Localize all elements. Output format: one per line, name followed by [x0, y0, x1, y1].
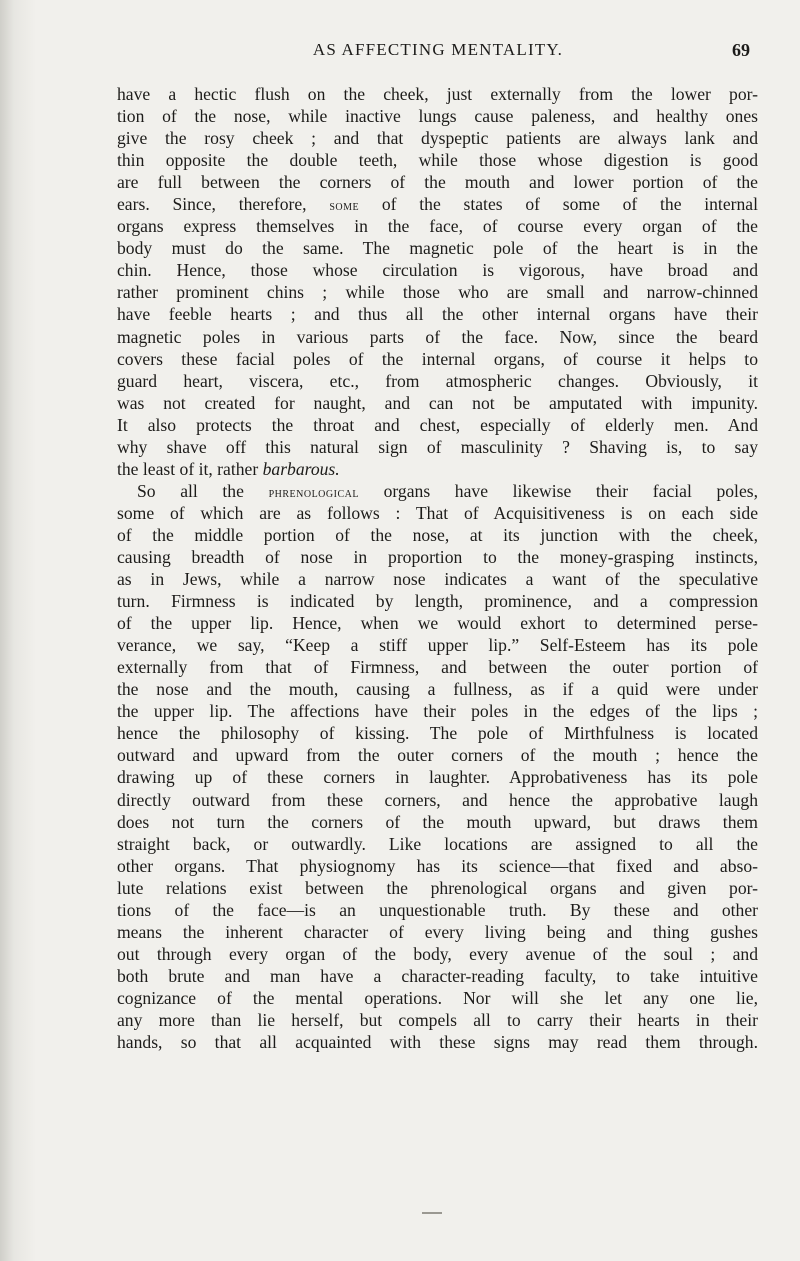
text-line: out through every organ of the body, every avenue of the soul ; and: [117, 943, 758, 964]
running-head: AS AFFECTING MENTALITY.: [312, 40, 564, 59]
text-line: as in Jews, while a narrow nose indicates a want of the speculative: [117, 569, 758, 590]
text-line: covers these facial poles of the internal organs, of course it helps to: [117, 348, 758, 369]
text-segment: ears. Since, therefore,: [117, 194, 307, 215]
page-number: 69: [732, 40, 750, 60]
text-line: drawing up of these corners in laughter. Approbativeness has its pole: [117, 767, 758, 788]
text-line: was not created for naught, and can not be amputated with impunity.: [117, 392, 758, 413]
text-segment: organs have likewise their facial poles,: [383, 480, 758, 501]
text-line: means the inherent character of every living being and thing gushes: [117, 921, 758, 942]
text-line: are full between the corners of the mouth and lower portion of the: [117, 172, 758, 193]
text-line: It also protects the throat and chest, especially of elderly men. And: [117, 414, 758, 435]
text-segment: So all the: [137, 480, 244, 501]
text-line: rather prominent chins ; while those who are small and narrow-chinned: [117, 282, 758, 303]
text-line: some of which are as follows : That of Acquisitiveness is on each side: [117, 502, 758, 523]
text-line: hands, so that all acquainted with these signs may read them through.: [117, 1032, 758, 1053]
text-line: the upper lip. The affections have their poles in the edges of the lips ;: [117, 701, 758, 722]
text-line: organs express themselves in the face, of course every organ of the: [117, 216, 758, 237]
text-line: other organs. That physiognomy has its science—that fixed and abso-: [117, 855, 758, 876]
text-line: both brute and man have a character-reading faculty, to take intuitive: [117, 965, 758, 986]
text-segment: of the states of some of the internal: [381, 194, 758, 215]
text-line: tion of the nose, while inactive lungs cause paleness, and healthy ones: [117, 106, 758, 127]
text-line: [117, 458, 758, 480]
page-body: [117, 83, 758, 1075]
text-line: straight back, or outwardly. Like locations are assigned to all the: [117, 833, 758, 854]
text-line: have feeble hearts ; and thus all the other internal organs have their: [117, 304, 758, 325]
text-line: [117, 480, 758, 502]
text-line: of the middle portion of the nose, at its junction with the cheek,: [117, 524, 758, 545]
text-line: give the rosy cheek ; and that dyspeptic patients are always lank and: [117, 128, 758, 149]
text-line: verance, we say, “Keep a stiff upper lip.” Self-Esteem has its pole: [117, 635, 758, 656]
text-line: chin. Hence, those whose circulation is vigorous, have broad and: [117, 260, 758, 281]
small-caps-word: some: [329, 198, 360, 215]
text-line: tions of the face—is an unquestionable truth. By these and other: [117, 899, 758, 920]
text-line: lute relations exist between the phrenological organs and given por-: [117, 877, 758, 898]
small-caps-word: phrenological: [268, 484, 359, 501]
text-line: cognizance of the mental operations. Nor will she let any one lie,: [117, 987, 758, 1008]
text-line: [117, 1053, 758, 1075]
italic-word: barbarous.: [262, 458, 340, 479]
text-line: causing breadth of nose in proportion to the money-grasping instincts,: [117, 546, 758, 567]
text-line: body must do the same. The magnetic pole of the heart is in the: [117, 238, 758, 259]
page-header: [118, 30, 758, 70]
text-line: magnetic poles in various parts of the face. Now, since the beard: [117, 326, 758, 347]
text-line: have a hectic flush on the cheek, just externally from the lower por-: [117, 84, 758, 104]
text-line: thin opposite the double teeth, while those whose digestion is good: [117, 150, 758, 171]
text-segment: the least of it, rather: [117, 458, 259, 479]
text-line: guard heart, viscera, etc., from atmospheric changes. Obviously, it: [117, 370, 758, 391]
text-line: directly outward from these corners, and hence the approbative laugh: [117, 789, 758, 810]
text-line: turn. Firmness is indicated by length, prominence, and a compression: [117, 591, 758, 612]
text-line: of the upper lip. Hence, when we would exhort to determined perse-: [117, 613, 758, 634]
text-line: the nose and the mouth, causing a fullness, as if a quid were under: [117, 679, 758, 700]
footer-rule: [422, 1212, 442, 1214]
text-line: externally from that of Firmness, and between the outer portion of: [117, 657, 758, 678]
text-line: does not turn the corners of the mouth upward, but draws them: [117, 811, 758, 832]
text-line: any more than lie herself, but compels all to carry their hearts in their: [117, 1009, 758, 1030]
text-line: [117, 193, 758, 215]
text-line: outward and upward from the outer corners of the mouth ; hence the: [117, 745, 758, 766]
text-line: why shave off this natural sign of masculinity ? Shaving is, to say: [117, 436, 758, 457]
text-line: hence the philosophy of kissing. The pole of Mirthfulness is located: [117, 723, 758, 744]
